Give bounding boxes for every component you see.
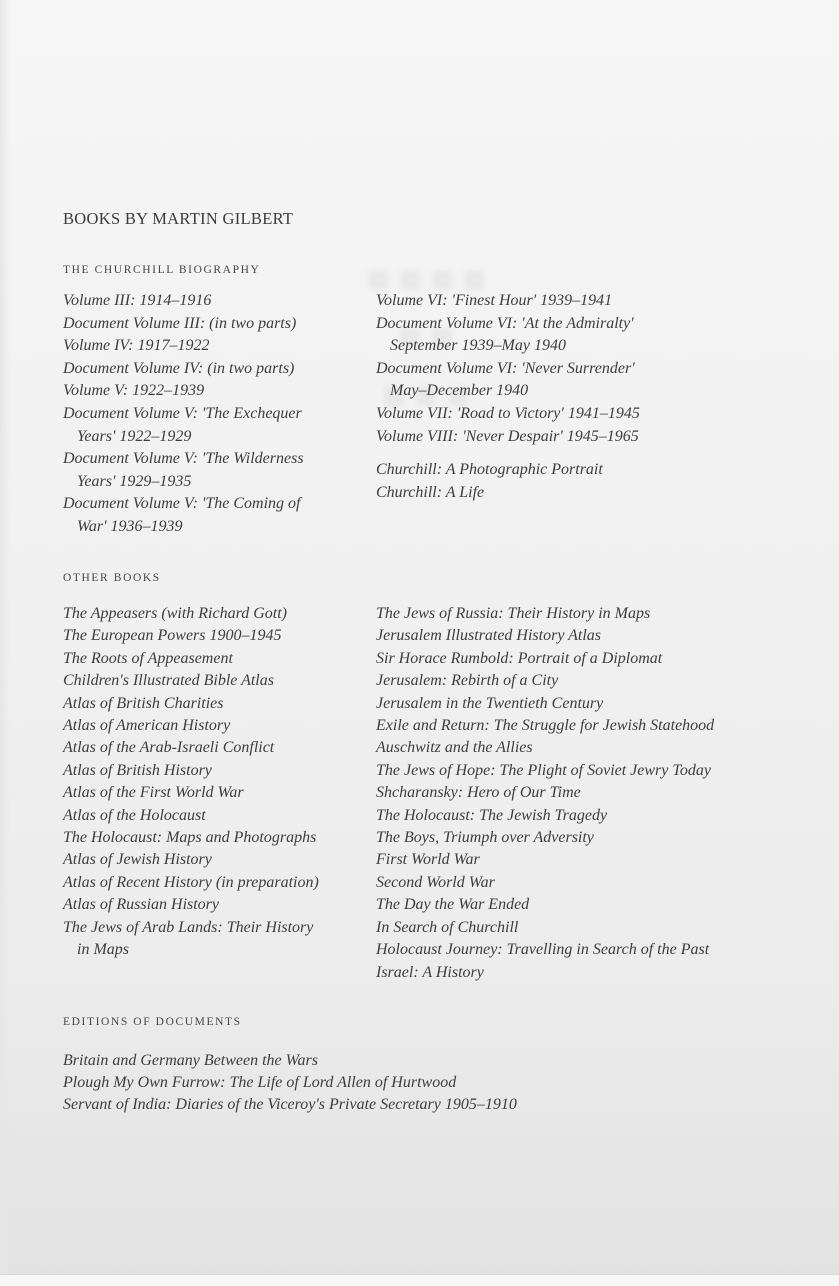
- list-item: Jerusalem: Rebirth of a City: [376, 672, 559, 690]
- list-item: Volume V: 1922–1939: [63, 382, 205, 400]
- list-item: The Boys, Triumph over Adversity: [376, 829, 594, 847]
- list-item: Atlas of British History: [63, 761, 212, 779]
- list-item: Auschwitz and the Allies: [376, 739, 533, 757]
- list-item: Document Volume V: 'The Wilderness Years' 1929–1935: [63, 450, 304, 490]
- list-item: First World War: [376, 851, 480, 869]
- list-item: The Jews of Russia: Their History in Maps: [376, 605, 651, 622]
- list-item: Holocaust Journey: Travelling in Search of the Past: [376, 941, 710, 959]
- list-item: The Jews of Hope: The Plight of Soviet Jewry Today: [376, 761, 711, 779]
- section-heading-editions-of-documents: EDITIONS OF DOCUMENTS: [63, 1016, 242, 1028]
- list-item: Atlas of American History: [63, 717, 231, 735]
- other-books-right-list: [376, 603, 714, 984]
- page-title: BOOKS BY MARTIN GILBERT: [63, 209, 294, 228]
- list-item: Document Volume V: 'The Exchequer Years' 1922–1929: [63, 404, 302, 445]
- list-item: Atlas of Jewish History: [63, 851, 212, 869]
- list-item: Document Volume VI: 'At the Admiralty' September 1939–May 1940: [376, 314, 634, 355]
- list-item: Volume VII: 'Road to Victory' 1941–1945: [376, 404, 640, 422]
- list-item: Jerusalem in the Twentieth Century: [376, 694, 604, 712]
- list-item: Atlas of British Charities: [63, 694, 224, 712]
- list-item: Atlas of Recent History (in preparation): [63, 873, 319, 891]
- page-shadow: [0, 0, 10, 1285]
- list-item: Jerusalem Illustrated History Atlas: [376, 627, 602, 645]
- list-item: Volume VIII: 'Never Despair' 1945–1965: [376, 427, 639, 445]
- list-item: In Search of Churchill: [376, 918, 519, 936]
- list-item: The Jews of Arab Lands: Their History in Maps: [63, 918, 314, 959]
- list-item: Plough My Own Furrow: The Life of Lord Allen of Hurtwood: [63, 1074, 457, 1092]
- other-books-left-list: [63, 603, 319, 962]
- churchill-biography-right-list: [376, 290, 640, 504]
- list-item: Sir Horace Rumbold: Portrait of a Diplomat: [376, 649, 663, 667]
- list-item: The Holocaust: The Jewish Tragedy: [376, 806, 608, 824]
- list-item: The Roots of Appeasement: [63, 649, 233, 667]
- list-item: Exile and Return: The Struggle for Jewish Statehood: [376, 717, 715, 735]
- list-item: Atlas of the First World War: [63, 784, 244, 802]
- spacer: [376, 448, 640, 459]
- section-heading-other-books: OTHER BOOKS: [63, 572, 161, 584]
- list-item: The Appeasers (with Richard Gott): [63, 605, 287, 622]
- list-item: Israel: A History: [376, 963, 484, 981]
- list-item: Volume III: 1914–1916: [63, 292, 212, 309]
- list-item: Volume IV: 1917–1922: [63, 337, 210, 355]
- list-item: Volume VI: 'Finest Hour' 1939–1941: [376, 292, 613, 309]
- list-item: Churchill: A Life: [376, 483, 485, 501]
- list-item: Atlas of the Holocaust: [63, 806, 206, 824]
- list-item: Children's Illustrated Bible Atlas: [63, 672, 274, 690]
- page-bottom-edge: [0, 1274, 839, 1286]
- list-item: Document Volume VI: 'Never Surrender' May–December 1940: [376, 359, 635, 400]
- list-item: Document Volume IV: (in two parts): [63, 359, 295, 377]
- list-item: The European Powers 1900–1945: [63, 627, 282, 645]
- list-item: The Holocaust: Maps and Photographs: [63, 829, 317, 847]
- list-item: The Day the War Ended: [376, 896, 530, 914]
- list-item: Churchill: A Photographic Portrait: [376, 461, 603, 479]
- list-item: Britain and Germany Between the Wars: [63, 1052, 318, 1069]
- churchill-biography-left-list: [63, 290, 304, 539]
- list-item: Atlas of the Arab-Israeli Conflict: [63, 739, 275, 757]
- list-item: Document Volume V: 'The Coming of War' 1936–1939: [63, 495, 301, 535]
- list-item: Second World War: [376, 873, 495, 891]
- editions-of-documents-list: [63, 1050, 517, 1117]
- section-heading-churchill-biography: THE CHURCHILL BIOGRAPHY: [63, 264, 261, 276]
- list-item: Atlas of Russian History: [63, 896, 220, 914]
- list-item: Servant of India: Diaries of the Viceroy's Private Secretary 1905–1910: [63, 1096, 517, 1114]
- list-item: Document Volume III: (in two parts): [63, 314, 297, 332]
- list-item: Shcharansky: Hero of Our Time: [376, 784, 581, 802]
